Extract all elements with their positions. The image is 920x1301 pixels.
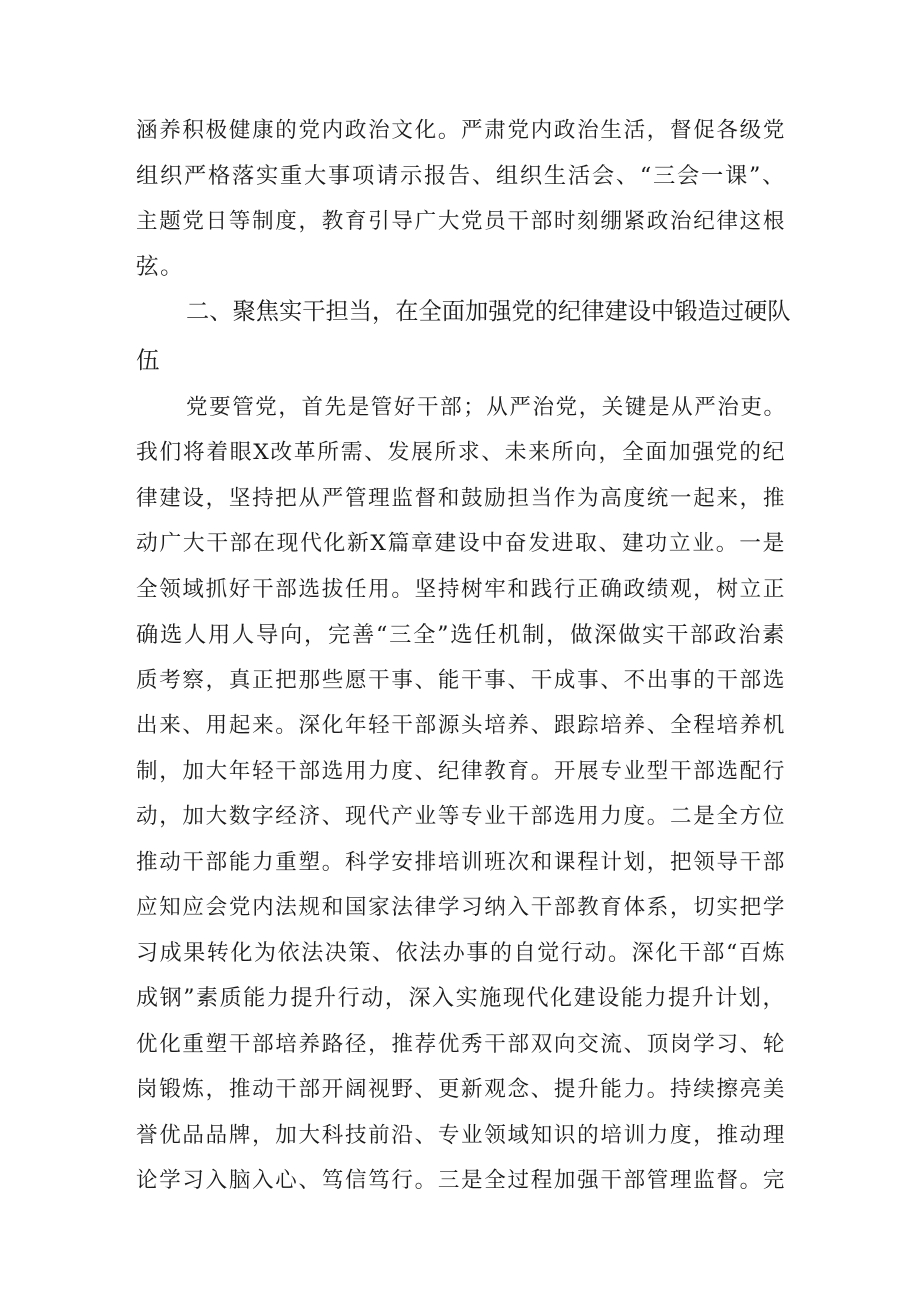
text-line: 律建设，坚持把从严管理监督和鼓励担当作为高度统一起来，推 [136, 486, 786, 511]
text-line: 推动干部能力重塑。科学安排培训班次和课程计划，把领导干部 [136, 850, 786, 875]
text-line: 成钢”素质能力提升行动，深入实施现代化建设能力提升计划， [136, 986, 787, 1011]
text-line: 党要管党，首先是管好干部；从严治党，关键是从严治吏。 [186, 395, 787, 420]
text-line: 全领域抓好干部选拔任用。坚持树牢和践行正确政绩观，树立正 [136, 577, 786, 602]
text-line: 动，加大数字经济、现代产业等专业干部选用力度。二是全方位 [136, 804, 786, 829]
text-line: 论学习入脑入心、笃信笃行。三是全过程加强干部管理监督。完 [136, 1168, 786, 1193]
text-line: 岗锻炼，推动干部开阔视野、更新观念、提升能力。持续擦亮美 [136, 1077, 786, 1102]
text-line: 主题党日等制度，教育引导广大党员干部时刻绷紧政治纪律这根 [136, 209, 786, 234]
section-heading-line: 二、聚焦实干担当，在全面加强党的纪律建设中锻造过硬队 [186, 298, 791, 325]
text-line: 出来、用起来。深化年轻干部源头培养、跟踪培养、全程培养机 [136, 713, 786, 738]
text-line: 优化重塑干部培养路径，推荐优秀干部双向交流、顶岗学习、轮 [136, 1032, 786, 1057]
text-line: 涵养积极健康的党内政治文化。严肃党内政治生活，督促各级党 [136, 118, 786, 143]
text-line: 弦。 [136, 254, 185, 280]
section-heading-line: 伍 [136, 346, 160, 374]
text-line: 习成果转化为依法决策、依法办事的自觉行动。深化干部“百炼 [136, 941, 787, 966]
text-line: 动广大干部在现代化新X篇章建设中奋发进取、建功立业。一是 [136, 531, 786, 556]
text-line: 质考察，真正把那些愿干事、能干事、干成事、不出事的干部选 [136, 668, 786, 693]
text-line: 制，加大年轻干部选用力度、纪律教育。开展专业型干部选配行 [136, 759, 786, 784]
text-line: 组织严格落实重大事项请示报告、组织生活会、“三会一课”、 [136, 163, 786, 189]
text-line: 确选人用人导向，完善“三全”选任机制，做深做实干部政治素 [136, 622, 786, 648]
text-line: 誉优品品牌，加大科技前沿、专业领域知识的培训力度，推动理 [136, 1123, 786, 1148]
text-line: 应知应会党内法规和国家法律学习纳入干部教育体系，切实把学 [136, 895, 786, 920]
text-line: 我们将着眼X改革所需、发展所求、未来所向，全面加强党的纪 [136, 440, 786, 465]
